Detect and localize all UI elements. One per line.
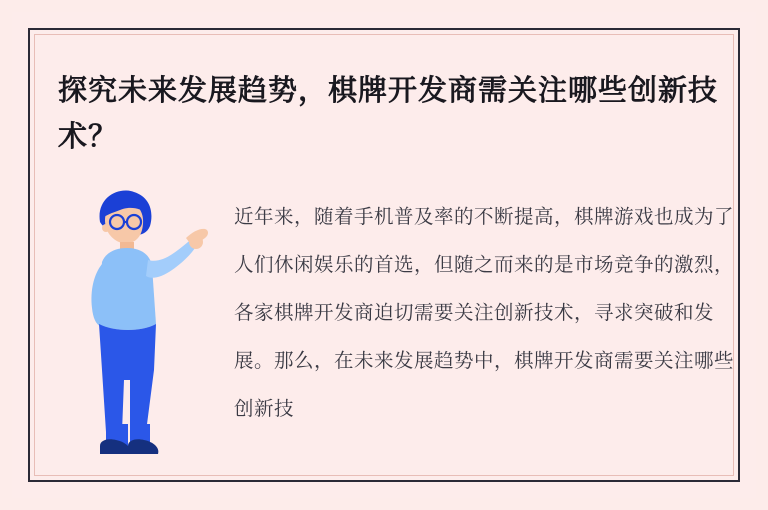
article-body: 近年来，随着手机普及率的不断提高，棋牌游戏也成为了人们休闲娱乐的首选，但随之而来的是市场竞争的激烈，各家棋牌开发商迫切需要关注创新技术，寻求突破和发展。那么，在未来发展趋势中，棋牌开发商需要关注哪些创新技 (234, 207, 735, 420)
page-title: 探究未来发展趋势，棋牌开发商需关注哪些创新技术？ (58, 75, 719, 153)
person-pointing-illustration (72, 184, 222, 484)
article-card (12, 12, 756, 498)
